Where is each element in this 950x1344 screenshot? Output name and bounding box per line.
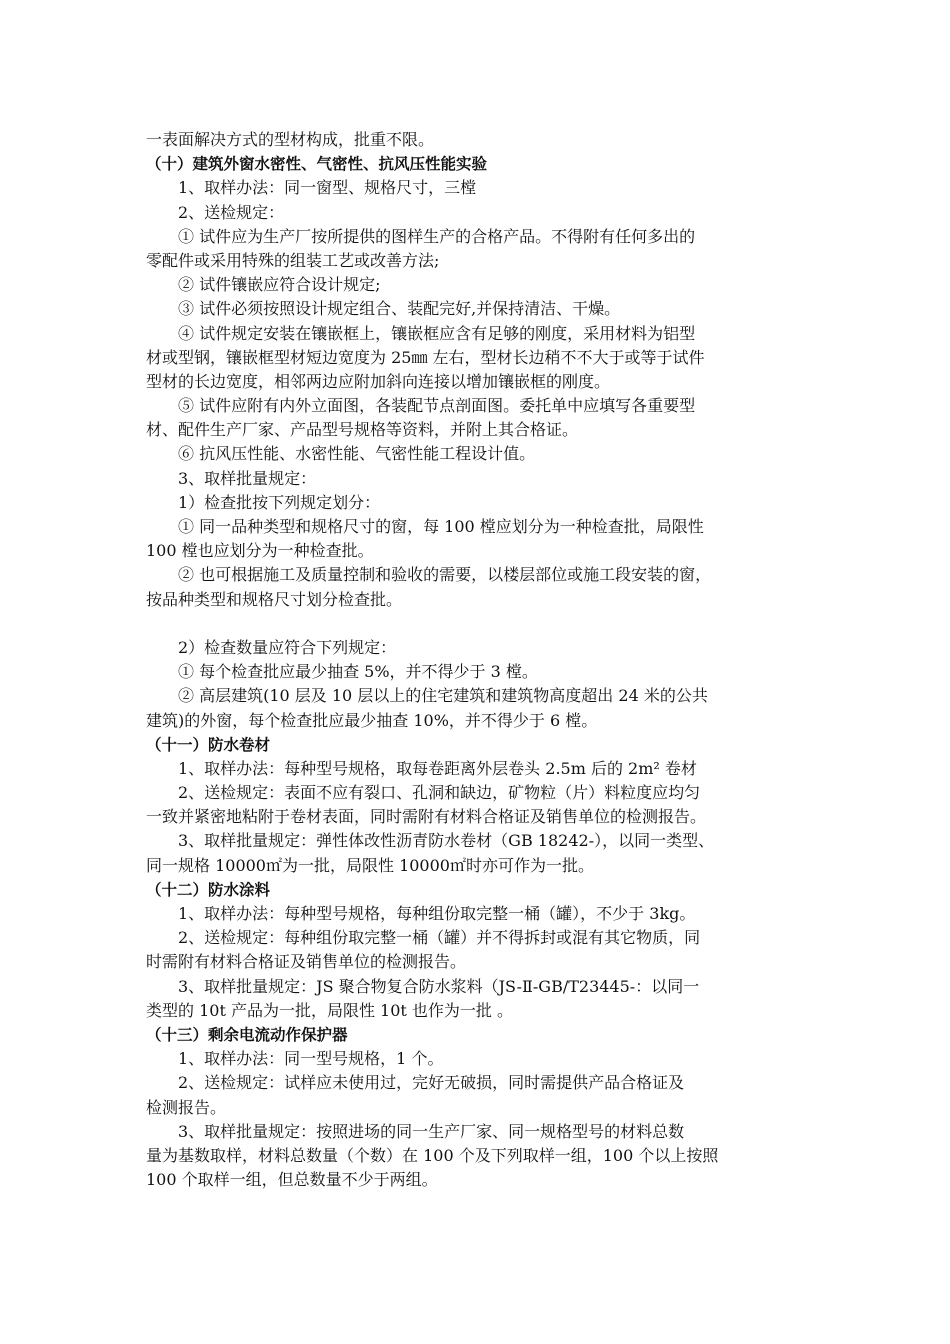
text-line: 量为基数取样，材料总数量（个数）在 100 个及下列取样一组，100 个以上按照	[146, 1145, 719, 1165]
document-body	[146, 128, 826, 1192]
text-line: 3、取样批量规定：弹性体改性沥青防水卷材（GB 18242-），以同一类型、	[178, 831, 715, 851]
text-line: 3、取样批量规定：	[178, 468, 317, 488]
text-line: 100 樘也应划分为一种检查批。	[146, 541, 374, 561]
text-line: 时需附有材料合格证及销售单位的检测报告。	[146, 952, 467, 972]
text-line: 100 个取样一组，但总数量不少于两组。	[146, 1170, 438, 1190]
text-line: ① 试件应为生产厂按所提供的图样生产的合格产品。不得附有任何多出的	[178, 226, 696, 246]
text-line: 零配件或采用特殊的组装工艺或改善方法;	[146, 250, 440, 270]
text-line: 材或型钢，镶嵌框型材短边宽度为 25㎜ 左右，型材长边稍不不大于或等于试件	[146, 347, 705, 367]
text-line: 1、取样办法：每种型号规格，取每卷距离外层卷头 2.5m 后的 2m² 卷材	[178, 758, 697, 778]
text-line: 2、送检规定：每种组份取完整一桶（罐）并不得拆封或混有其它物质，同	[178, 928, 701, 948]
section-heading: （十）建筑外窗水密性、气密性、抗风压性能实验	[146, 155, 488, 174]
text-line: 型材的长边宽度，相邻两边应附加斜向连接以增加镶嵌框的刚度。	[146, 371, 611, 391]
text-line: ③ 试件必须按照设计规定组合、装配完好,并保持清洁、干燥。	[178, 299, 621, 319]
text-line: ② 也可根据施工及质量控制和验收的需要，以楼层部位或施工段安装的窗，	[178, 565, 712, 585]
text-line: 一表面解决方式的型材构成，批重不限。	[146, 130, 435, 149]
text-line: 同一规格 10000㎡为一批，局限性 10000㎡时亦可作为一批。	[146, 855, 594, 875]
text-line: 类型的 10t 产品为一批，局限性 10t 也作为一批 。	[146, 1000, 514, 1020]
text-line: ④ 试件规定安装在镶嵌框上，镶嵌框应含有足够的刚度，采用材料为铝型	[178, 323, 696, 343]
text-line: 建筑)的外窗，每个检查批应最少抽查 10%，并不得少于 6 樘。	[146, 710, 598, 730]
section-heading: （十三）剩余电流动作保护器	[146, 1025, 348, 1044]
text-line: 2、送检规定：表面不应有裂口、孔洞和缺边，矿物粒（片）料粒度应均匀	[178, 783, 701, 803]
text-line: 3、取样批量规定：按照进场的同一生产厂家、同一规格型号的材料总数	[178, 1121, 685, 1141]
text-line: 1、取样办法：同一窗型、规格尺寸，三樘	[178, 178, 477, 198]
text-line: 一致并紧密地粘附于卷材表面，同时需附有材料合格证及销售单位的检测报告。	[146, 807, 707, 827]
blank-line	[146, 612, 826, 636]
text-line: 材、配件生产厂家、产品型号规格等资料，并附上其合格证。	[146, 420, 579, 440]
text-line: 1）检查批按下列规定划分：	[178, 492, 381, 512]
text-line: ② 试件镶嵌应符合设计规定;	[178, 275, 381, 295]
text-line: ⑤ 试件应附有内外立面图，各装配节点剖面图。委托单中应填写各重要型	[178, 396, 696, 416]
text-line: 2、送检规定：	[178, 202, 285, 222]
text-line: 检测报告。	[146, 1097, 227, 1117]
text-line: 1、取样办法：同一型号规格，1 个。	[178, 1049, 444, 1069]
text-line: ② 高层建筑(10 层及 10 层以上的住宅建筑和建筑物高度超出 24 米的公共	[178, 686, 708, 706]
text-line: 按品种类型和规格尺寸划分检查批。	[146, 589, 403, 609]
section-heading: （十一）防水卷材	[146, 735, 271, 754]
text-line: ① 每个检查批应最少抽查 5%，并不得少于 3 樘。	[178, 662, 538, 682]
text-line: 2）检查数量应符合下列规定：	[178, 637, 397, 657]
text-line: ⑥ 抗风压性能、水密性能、气密性能工程设计值。	[178, 444, 536, 464]
text-line: 2、送检规定：试样应未使用过，完好无破损，同时需提供产品合格证及	[178, 1073, 685, 1093]
text-line: ① 同一品种类型和规格尺寸的窗，每 100 樘应划分为一种检查批，局限性	[178, 517, 704, 536]
section-heading: （十二）防水涂料	[146, 880, 271, 899]
text-line: 1、取样办法：每种型号规格，每种组份取完整一桶（罐），不少于 3kg。	[178, 904, 696, 923]
text-line: 3、取样批量规定：JS 聚合物复合防水浆料（JS-Ⅱ-GB/T23445-：以同一	[178, 976, 700, 996]
